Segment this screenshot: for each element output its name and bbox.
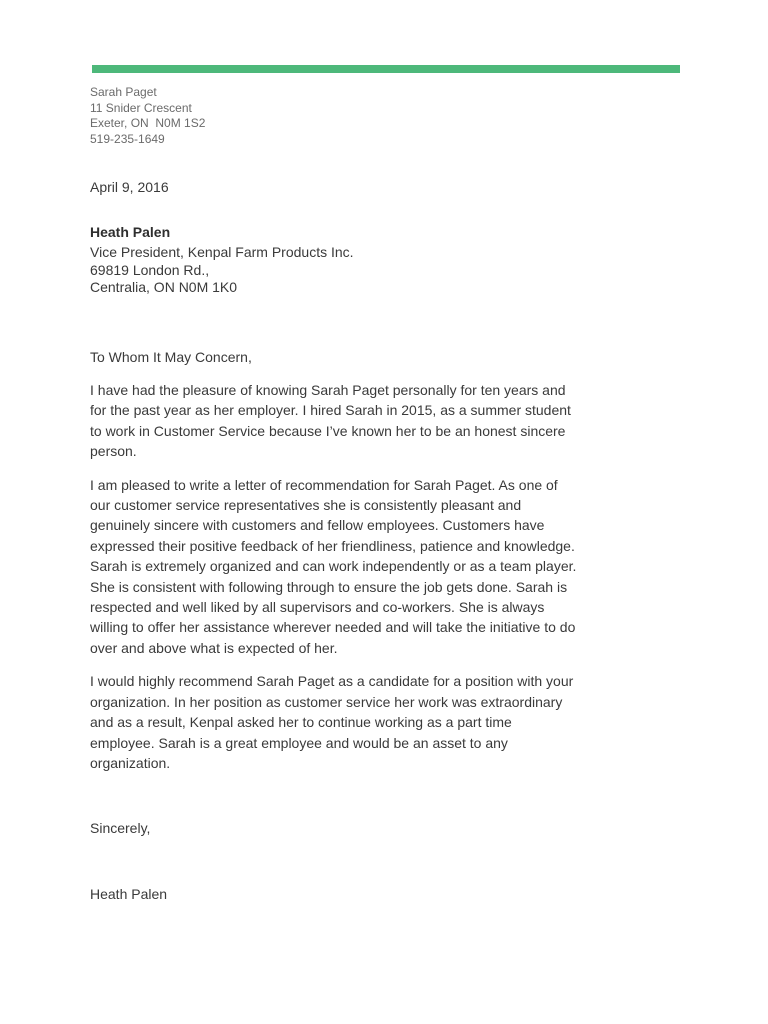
signature-name: Heath Palen [90, 886, 168, 902]
recipient-title: Vice President, Kenpal Farm Products Inc. [90, 244, 354, 260]
letter-date: April 9, 2016 [90, 179, 169, 195]
sender-address-block [90, 85, 205, 148]
body-paragraph: I have had the pleasure of knowing Sarah Paget personally for ten years and for the past year as her employer. I hired Sarah in 2015, as a summer student to work in Customer Service because I’ve known her to be an honest sincere person. [90, 382, 571, 460]
sender-phone: 519-235-1649 [90, 132, 165, 147]
closing: Sincerely, [90, 820, 151, 836]
recipient-street: 69819 London Rd., [90, 261, 210, 278]
header-accent-bar [92, 65, 680, 73]
recipient-city: Centralia, ON N0M 1K0 [90, 279, 238, 295]
body-paragraph: I would highly recommend Sarah Paget as a candidate for a position with your organization. In her position as customer service her work was extraordinary and as a result, Kenpal asked her to continue working as a part time employee. Sarah is a great employee and would be an asset to any organization. [90, 673, 574, 771]
recipient-address-block [90, 223, 354, 297]
body-paragraph: I am pleased to write a letter of recommendation for Sarah Paget. As one of our customer service representatives she is consistently pleasant and genuinely sincere with customers and fellow employees. Customers have expressed their positive feedback of her friendliness, patience and knowledge. Sarah is extremely organized and can work independently or as a team player. She is consistent with following through to ensure the job gets done. Sarah is respected and well liked by all supervisors and co-workers. She is always willing to offer her assistance wherever needed and will take the initiative to do over and above what is expected of her. [90, 476, 577, 656]
sender-city: Exeter, ON N0M 1S2 [90, 116, 206, 131]
sender-name: Sarah Paget [90, 85, 157, 99]
recipient-name: Heath Palen [90, 224, 171, 240]
sender-street: 11 Snider Crescent [90, 100, 192, 115]
salutation: To Whom It May Concern, [90, 349, 252, 365]
letter-body [90, 380, 580, 786]
